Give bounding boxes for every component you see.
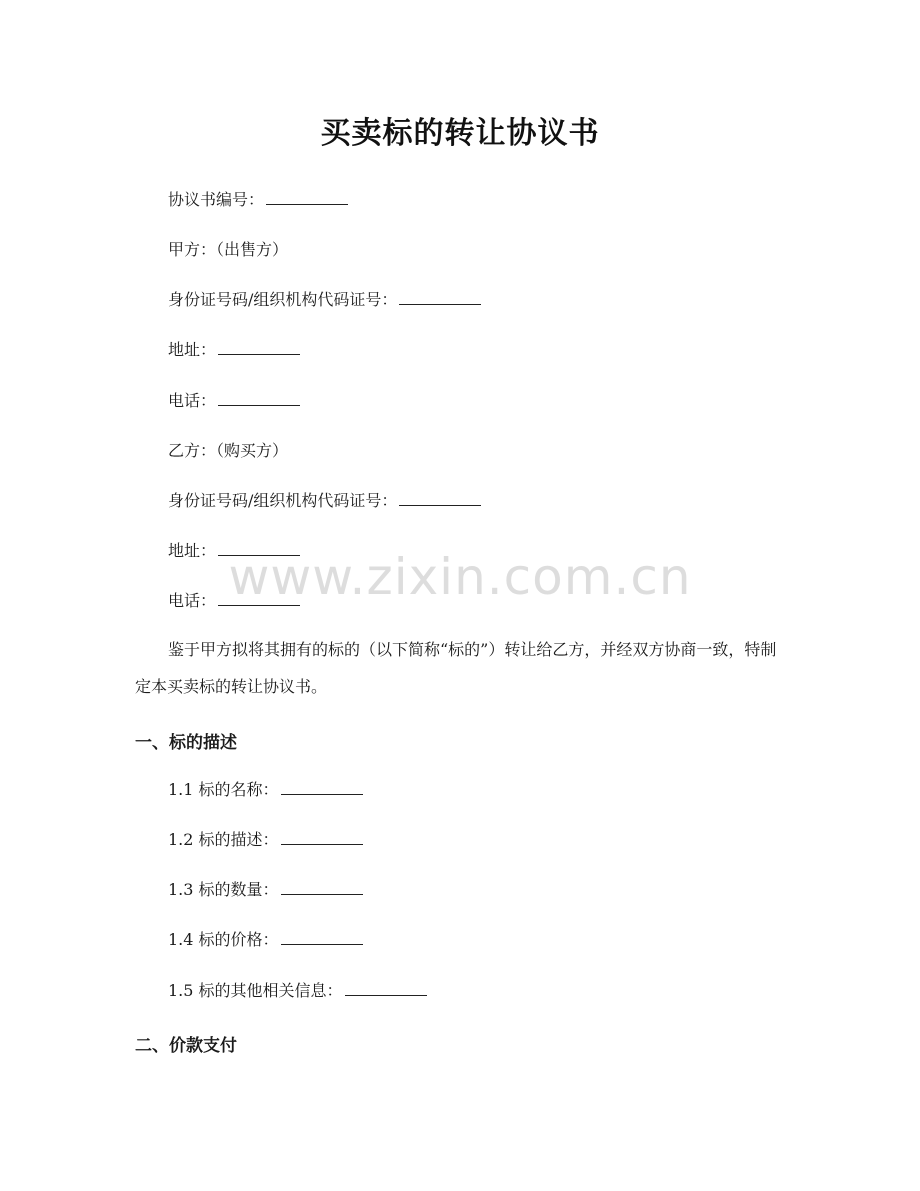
field-party-b (168, 441, 288, 461)
fill-in-blank[interactable] (281, 780, 363, 795)
field-label: 身份证号码/组织机构代码证号： (168, 491, 398, 510)
item-1-4 (168, 930, 363, 950)
field-party-a (168, 240, 288, 260)
field-party-a-phone (168, 391, 300, 411)
document-title: 买卖标的转让协议书 (320, 116, 600, 151)
field-party-b-id (168, 491, 481, 511)
item-1-1 (168, 780, 363, 800)
watermark-text: www.zixin.com.cn (228, 548, 692, 606)
field-label: 甲方：（出售方） (168, 240, 289, 259)
fill-in-blank[interactable] (218, 340, 300, 355)
fill-in-blank[interactable] (345, 981, 427, 996)
item-label: 1.4 标的价格： (168, 930, 279, 949)
intro-paragraph: 鉴于甲方拟将其拥有的标的（以下简称“标的”）转让给乙方，并经双方协商一致，特制定本买卖标的转让协议书。 (135, 640, 777, 696)
field-label: 电话： (168, 591, 217, 610)
item-label: 1.1 标的名称： (168, 780, 279, 799)
field-label: 地址： (168, 340, 217, 359)
section-heading-1: 一、标的描述 (135, 733, 237, 753)
fill-in-blank[interactable] (281, 880, 363, 895)
fill-in-blank[interactable] (399, 491, 481, 506)
field-label: 乙方：（购买方） (168, 441, 289, 460)
item-1-2 (168, 830, 363, 850)
item-1-3 (168, 880, 363, 900)
item-label: 1.2 标的描述： (168, 830, 279, 849)
item-label: 1.5 标的其他相关信息： (168, 981, 343, 1000)
field-agreement-number (168, 190, 348, 210)
field-party-a-address (168, 340, 300, 360)
field-label: 协议书编号： (168, 190, 265, 209)
field-label: 地址： (168, 541, 217, 560)
fill-in-blank[interactable] (281, 930, 363, 945)
fill-in-blank[interactable] (266, 190, 348, 205)
section-heading-2: 二、价款支付 (135, 1036, 237, 1056)
field-party-b-phone (168, 591, 300, 611)
field-party-b-address (168, 541, 300, 561)
field-party-a-id (168, 290, 481, 310)
item-1-5 (168, 981, 427, 1001)
field-label: 身份证号码/组织机构代码证号： (168, 290, 398, 309)
fill-in-blank[interactable] (399, 290, 481, 305)
item-label: 1.3 标的数量： (168, 880, 279, 899)
fill-in-blank[interactable] (218, 391, 300, 406)
fill-in-blank[interactable] (218, 591, 300, 606)
field-label: 电话： (168, 391, 217, 410)
fill-in-blank[interactable] (281, 830, 363, 845)
fill-in-blank[interactable] (218, 541, 300, 556)
